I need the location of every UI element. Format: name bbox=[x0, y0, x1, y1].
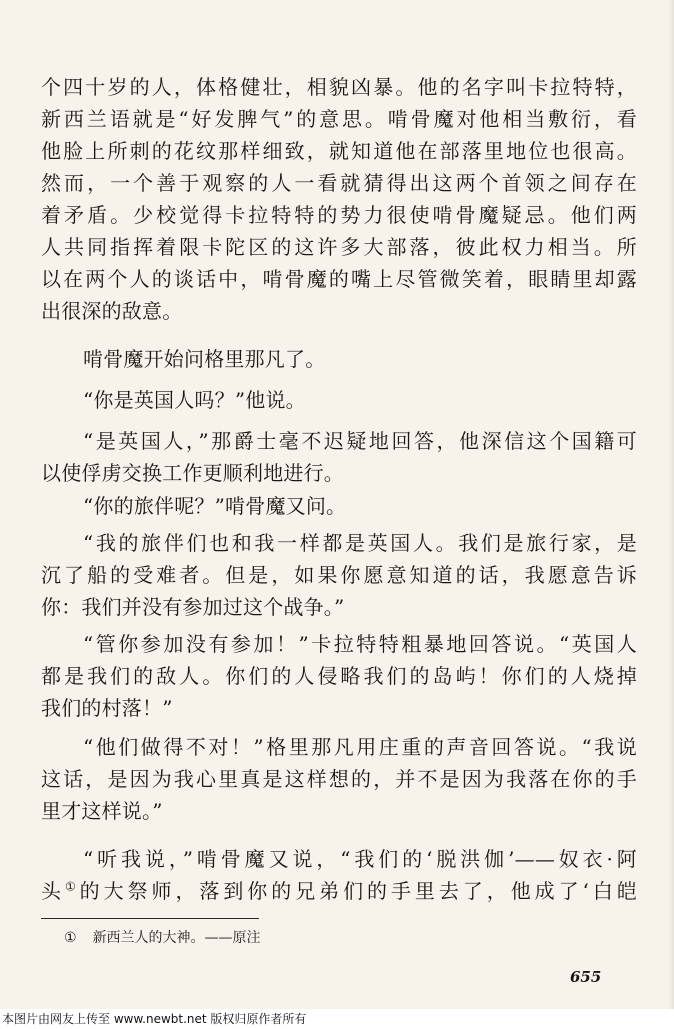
text-line: 出很深的敌意。 bbox=[41, 299, 183, 323]
text-line: 他脸上所刺的花纹那样细致，就知道他在部落里地位也很高。 bbox=[41, 139, 637, 163]
text-line: 沉了船的受难者。但是，如果你愿意知道的话，我愿意告诉 bbox=[41, 563, 637, 587]
page-number: 655 bbox=[570, 968, 602, 986]
text-line: 新西兰语就是“好发脾气”的意思。啃骨魔对他相当敷衍，看 bbox=[41, 107, 637, 131]
text-line: “我的旅伴们也和我一样都是英国人。我们是旅行家，是 bbox=[83, 531, 637, 555]
footnote-text: 新西兰人的大神。——原注 bbox=[92, 930, 261, 946]
text-line: 然而，一个善于观察的人一看就猜得出这两个首领之间存在 bbox=[41, 171, 637, 195]
text-line: 着矛盾。少校觉得卡拉特特的势力很使啃骨魔疑忌。他们两 bbox=[41, 203, 637, 227]
text-line: “听我说，”啃骨魔又说，“我们的‘脱洪伽’——奴衣·阿 bbox=[83, 847, 637, 871]
text-line: 人共同指挥着限卡陀区的这许多大部落，彼此权力相当。所 bbox=[41, 235, 637, 259]
text-line: “你的旅伴呢？”啃骨魔又问。 bbox=[83, 494, 347, 518]
text-line: 以使俘虏交换工作更顺利地进行。 bbox=[41, 461, 344, 485]
text-line: “管你参加没有参加！”卡拉特特粗暴地回答说。“英国人 bbox=[83, 632, 637, 656]
text-line: 个四十岁的人，体格健壮，相貌凶暴。他的名字叫卡拉特特， bbox=[41, 75, 637, 99]
text-fragment: 头 bbox=[41, 879, 65, 903]
copyright-banner: 本图片由网友上传至 www.newbt.net 版权归原作者所有 bbox=[0, 1009, 674, 1029]
footnote bbox=[64, 928, 261, 948]
text-line: “他们做得不对！”格里那凡用庄重的声音回答说。“我说 bbox=[83, 735, 637, 759]
footnote-divider bbox=[41, 918, 259, 919]
text-line: 里才这样说。” bbox=[41, 799, 163, 823]
footnote-reference: ① bbox=[64, 879, 80, 894]
text-line: 这话，是因为我心里真是这样想的，并不是因为我落在你的手 bbox=[41, 767, 637, 791]
text-line: 以在两个人的谈话中，啃骨魔的嘴上尽管微笑着，眼睛里却露 bbox=[41, 267, 637, 291]
text-line: 啃骨魔开始问格里那凡了。 bbox=[83, 347, 326, 371]
footnote-marker: ① bbox=[64, 930, 77, 946]
text-fragment: 的大祭师，落到你的兄弟们的手里去了，他成了‘白皑 bbox=[79, 879, 637, 903]
text-line: 你：我们并没有参加过这个战争。” bbox=[41, 595, 345, 619]
text-line: “是英国人，”那爵士毫不迟疑地回答，他深信这个国籍可 bbox=[83, 429, 637, 453]
text-line: 都是我们的敌人。你们的人侵略我们的岛屿！你们的人烧掉 bbox=[41, 664, 637, 688]
text-line: 我们的村落！” bbox=[41, 696, 173, 720]
text-line bbox=[41, 875, 637, 907]
text-line: “你是英国人吗？”他说。 bbox=[83, 388, 306, 412]
